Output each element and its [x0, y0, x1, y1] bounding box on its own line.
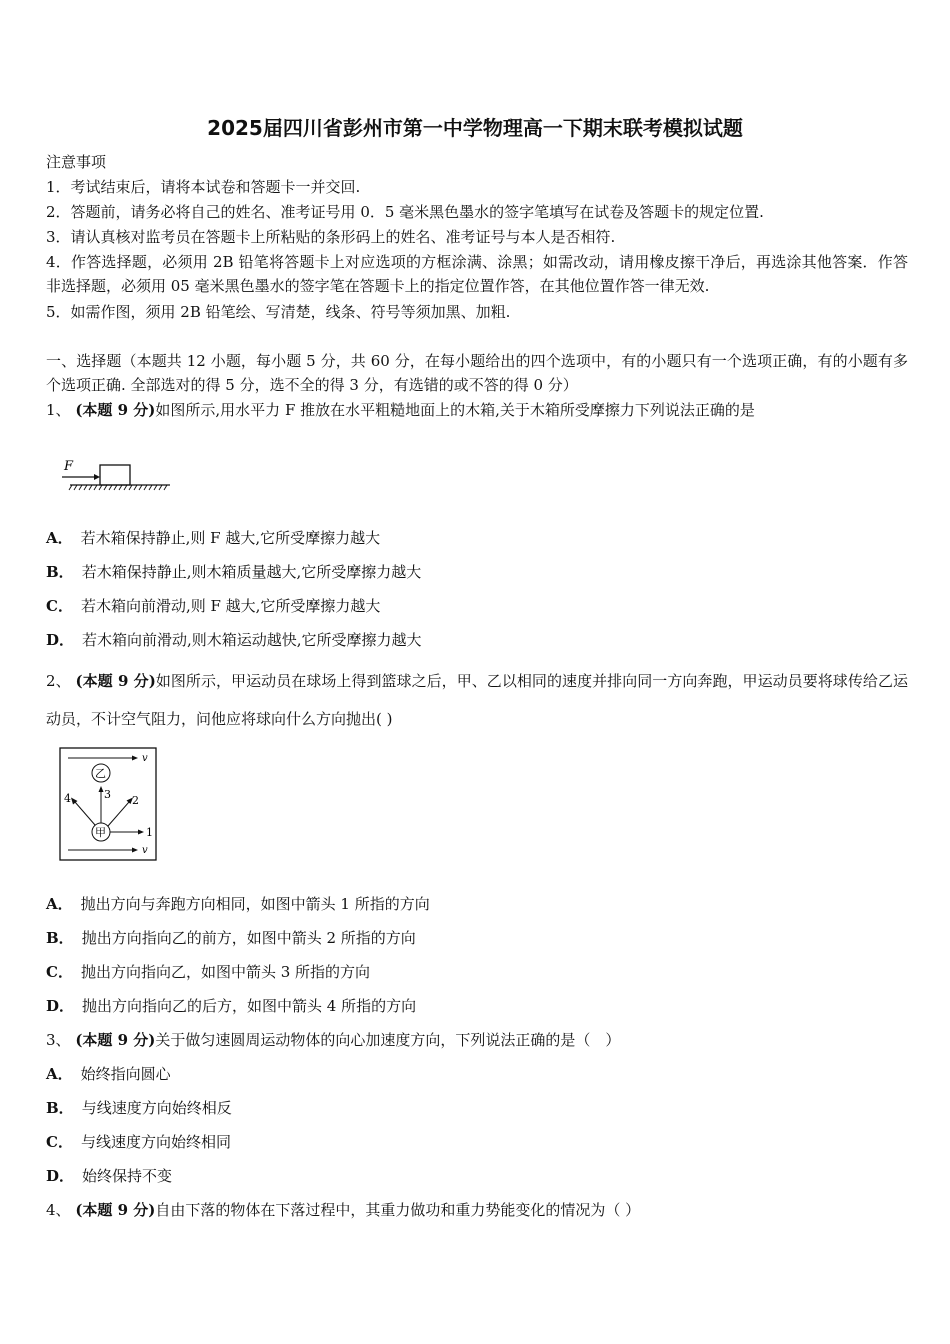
question-stem: 如图所示,用水平力 F 推放在水平粗糙地面上的木箱,关于木箱所受摩擦力下列说法正确的是: [155, 401, 755, 419]
option-c: C． 若木箱向前滑动,则 F 越大,它所受摩擦力越大: [46, 597, 381, 615]
player-yi-label: 乙: [95, 767, 106, 780]
question-1: [46, 400, 755, 420]
arrow-2-label: 2: [132, 794, 139, 807]
question-3: [46, 1030, 620, 1050]
question-number: 4、: [46, 1201, 71, 1219]
velocity-label-top: v: [142, 753, 148, 764]
question-score: (本题 9 分): [75, 1031, 156, 1049]
arrow-3-label: 3: [104, 788, 111, 801]
notice-item: 3．请认真核对监考员在答题卡上所粘贴的条形码上的姓名、准考证号与本人是否相符.: [46, 228, 616, 246]
notice-heading: 注意事项: [46, 153, 107, 171]
force-label: F: [64, 459, 74, 474]
notice-item: 5．如需作图，须用 2B 铅笔绘、写清楚，线条、符号等须加黑、加粗.: [46, 303, 511, 321]
question-score: (本题 9 分): [75, 672, 156, 690]
option-b: B． 若木箱保持静止,则木箱质量越大,它所受摩擦力越大: [46, 563, 422, 581]
option-a: A． 始终指向圆心: [46, 1065, 171, 1083]
arrow-4-label: 4: [64, 792, 71, 805]
question-number: 3、: [46, 1031, 71, 1049]
question-number: 1、: [46, 401, 71, 419]
page-title: 2025届四川省彭州市第一中学物理高一下期末联考模拟试题: [207, 116, 743, 140]
option-b: B． 抛出方向指向乙的前方，如图中箭头 2 所指的方向: [46, 929, 416, 947]
arrow-1-label: 1: [146, 826, 153, 839]
option-a: A． 抛出方向与奔跑方向相同，如图中箭头 1 所指的方向: [46, 895, 430, 913]
player-jia-label: 甲: [95, 826, 106, 839]
notice-item: 4．作答选择题，必须用 2B 铅笔将答题卡上对应选项的方框涂满、涂黑；如需改动，请用橡皮擦干净后，再选涂其他答案．作答非选择题，必须用 05 毫米黑色墨水的签字笔在答题卡上的指定位置作答，在其他位置作答一律无效.: [46, 253, 908, 295]
q1-figure-box-on-ground: [58, 455, 178, 495]
question-2: [46, 662, 908, 738]
q2-figure-pass-directions: [58, 746, 160, 864]
option-d: D． 抛出方向指向乙的后方，如图中箭头 4 所指的方向: [46, 997, 417, 1015]
option-d: D． 始终保持不变: [46, 1167, 173, 1185]
question-number: 2、: [46, 672, 71, 690]
option-c: C． 与线速度方向始终相同: [46, 1133, 231, 1151]
question-4: [46, 1200, 640, 1220]
notice-item: 2．答题前，请务必将自己的姓名、准考证号用 0．5 毫米黑色墨水的签字笔填写在试卷及答题卡的规定位置.: [46, 203, 764, 221]
question-stem: 自由下落的物体在下落过程中，其重力做功和重力势能变化的情况为（ ）: [155, 1201, 641, 1219]
question-score: (本题 9 分): [75, 401, 156, 419]
question-score: (本题 9 分): [75, 1201, 156, 1219]
option-d: D． 若木箱向前滑动,则木箱运动越快,它所受摩擦力越大: [46, 631, 422, 649]
option-c: C． 抛出方向指向乙，如图中箭头 3 所指的方向: [46, 963, 371, 981]
section-heading: 一、选择题（本题共 12 小题，每小题 5 分，共 60 分，在每小题给出的四个选项中，有的小题只有一个选项正确，有的小题有多个选项正确. 全部选对的得 5 分，选不全的得 3 分，有选错的或不答的得 0 分）: [46, 352, 908, 394]
notice-item: 1．考试结束后，请将本试卷和答题卡一并交回.: [46, 178, 361, 196]
question-stem: 如图所示，甲运动员在球场上得到篮球之后，甲、乙以相同的速度并排向同一方向奔跑，甲运动员要将球传给乙运动员，不计空气阻力，问他应将球向什么方向抛出( ): [46, 672, 908, 728]
question-stem: 关于做匀速圆周运动物体的向心加速度方向，下列说法正确的是（ ）: [155, 1031, 621, 1049]
option-a: A． 若木箱保持静止,则 F 越大,它所受摩擦力越大: [46, 529, 381, 547]
velocity-label-bottom: v: [142, 845, 148, 856]
option-b: B． 与线速度方向始终相反: [46, 1099, 232, 1117]
